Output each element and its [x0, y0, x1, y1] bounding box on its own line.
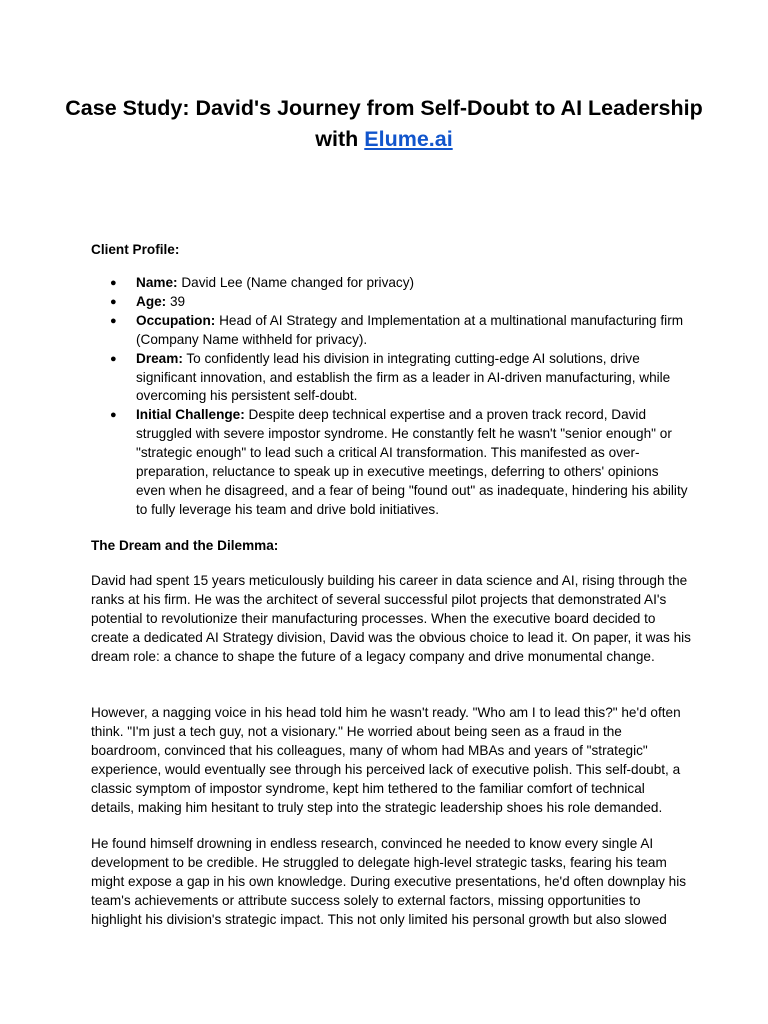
dream-dilemma-heading: The Dream and the Dilemma: — [91, 538, 279, 553]
bullet-icon: ● — [110, 277, 117, 289]
profile-label: Occupation: — [136, 312, 216, 328]
profile-label: Name: — [136, 275, 178, 290]
profile-item-age — [91, 293, 691, 312]
profile-value: Despite deep technical expertise and a proven track record, David struggled with severe impostor syndrome. He constantly felt he wasn't "senior enough" or "strategic enough" to lead such a critical AI transformation. This manifested as over-preparation, reluctance to speak up in executive meetings, deferring to others' opinions even when he disagreed, and a fear of being "found out" as inadequate, hindering his ability to fully leverage his team and drive bold initiatives. — [136, 407, 688, 517]
client-profile-list — [91, 274, 691, 520]
profile-value: David Lee (Name changed for privacy) — [181, 275, 415, 290]
elume-link[interactable]: Elume.ai — [364, 127, 453, 151]
profile-value: 39 — [170, 293, 186, 309]
profile-value: Head of AI Strategy and Implementation at a multinational manufacturing firm (Company Name withheld for privacy). — [136, 312, 684, 347]
document-title — [60, 93, 708, 155]
bullet-icon: ● — [110, 409, 117, 422]
profile-value: To confidently lead his division in integrating cutting-edge AI solutions, drive significant innovation, and establish the firm as a leader in AI-driven manufacturing, while overcoming his persistent self-doubt. — [136, 350, 671, 404]
paragraph-1: David had spent 15 years meticulously building his career in data science and AI, rising through the ranks at his firm. He was the architect of several successful pilot projects that demonstrated AI's potential to revolutionize their manufacturing processes. When the executive board decided to create a dedicated AI Strategy division, David was the obvious choice to lead it. On paper, it was his dream role: a chance to shape the future of a legacy company and drive monumental change. — [91, 573, 691, 664]
profile-label: Initial Challenge: — [136, 407, 245, 423]
profile-item-name — [91, 274, 691, 293]
bullet-icon: ● — [110, 314, 117, 327]
title-text: Case Study: David's Journey from Self-Doubt to AI Leadership with — [65, 96, 703, 151]
paragraph-2: However, a nagging voice in his head told him he wasn't ready. "Who am I to lead this?" he'd often think. "I'm just a tech guy, not a visionary." He worried about being seen as a fraud in the boardroom, convinced that his colleagues, many of whom had MBAs and years of "strategic" experience, would eventually see through his perceived lack of executive polish. This self-doubt, a classic symptom of impostor syndrome, kept him tethered to the familiar comfort of technical details, making him hesitant to truly step into the strategic leadership shoes his role demanded. — [91, 705, 681, 815]
profile-label: Age: — [136, 293, 167, 309]
profile-item-dream — [91, 350, 691, 407]
profile-item-initial-challenge — [91, 406, 691, 519]
profile-item-occupation — [91, 312, 691, 350]
paragraph-3: He found himself drowning in endless research, convinced he needed to know every single AI development to be credible. He struggled to delegate high-level strategic tasks, fearing his team might expose a gap in his own knowledge. During executive presentations, he'd often downplay his team's achievements or attribute success solely to external factors, missing opportunities to highlight his division's strategic impact. This not only limited his personal growth but also slowed — [91, 836, 687, 927]
profile-label: Dream: — [136, 350, 183, 366]
bullet-icon: ● — [110, 295, 117, 308]
client-profile-heading: Client Profile: — [91, 242, 180, 257]
bullet-icon: ● — [110, 352, 117, 365]
